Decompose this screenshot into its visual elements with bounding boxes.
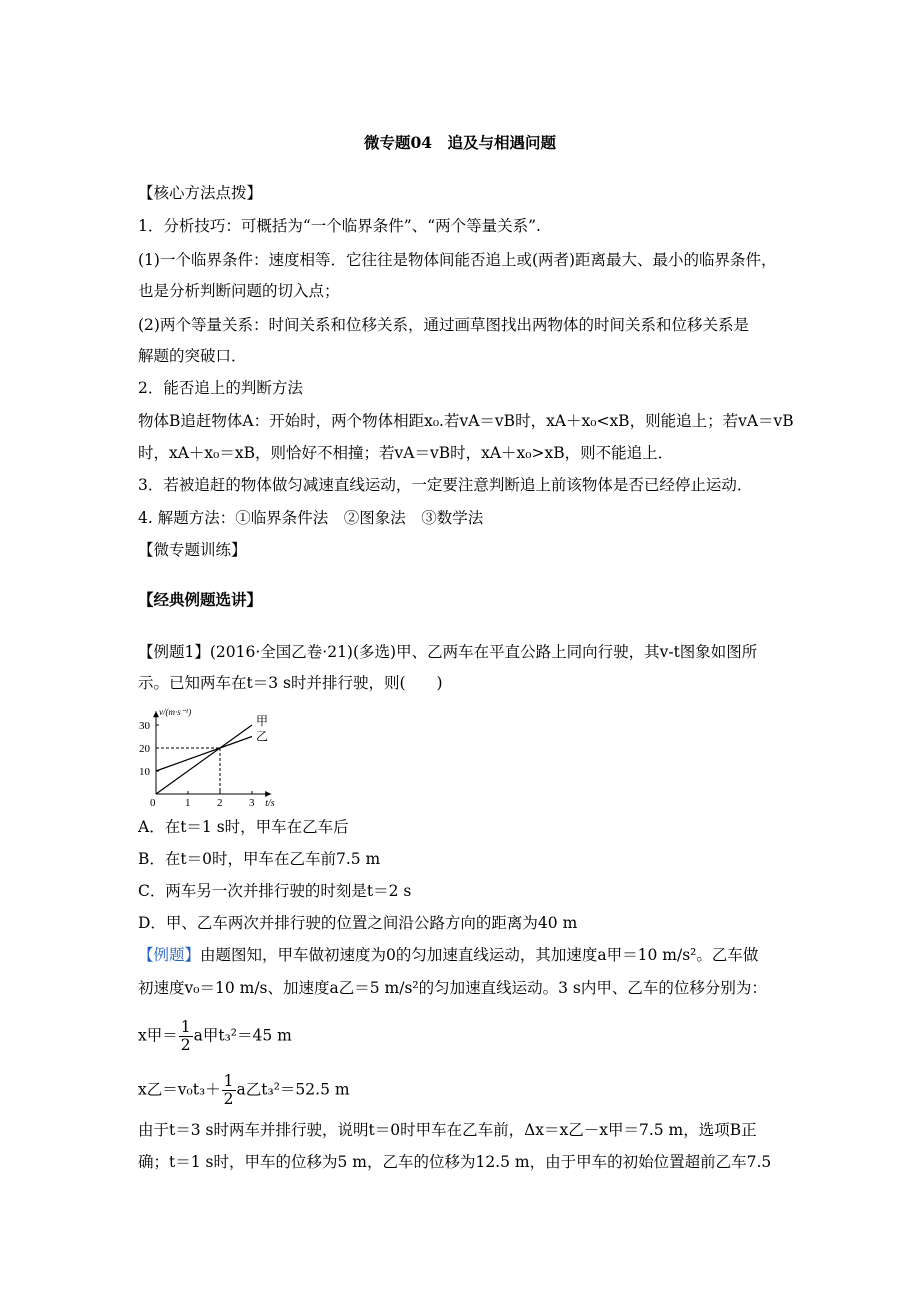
section-heading: 【经典例题选讲】: [138, 590, 263, 609]
y-tick-label: 30: [139, 720, 150, 732]
y-tick-label: 20: [139, 743, 150, 755]
equation-rhs: a甲t₃²＝45 m: [193, 1026, 292, 1045]
paragraph-line: 解题的突破口．: [138, 347, 247, 365]
answer-line: [138, 945, 758, 965]
question-line: 【例题1】(2016·全国乙卷·21)(多选)甲、乙两车在平直公路上同向行驶，其v-t图象如图所: [138, 643, 758, 661]
x-tick-label: 1: [185, 797, 191, 806]
chart-layer: [139, 707, 275, 806]
paragraph-line: (2)两个等量关系：时间关系和位移关系，通过画草图找出两物体的时间关系和位移关系是: [138, 316, 749, 334]
page-title: 微专题04 追及与相遇问题: [363, 133, 557, 152]
x-tick-label: 2: [217, 797, 223, 806]
fraction-denominator: 2: [180, 1036, 191, 1054]
paragraph-line: 也是分析判断问题的切入点；: [138, 282, 340, 300]
equation-rhs: a乙t₃²＝52.5 m: [236, 1080, 350, 1099]
section-heading: 【核心方法点拨】: [138, 184, 263, 202]
answer-text: 由题图知，甲车做初速度为0的匀加速直线运动，其加速度a甲＝10 m/s²。乙车做: [200, 946, 759, 964]
option-b: B．在t＝0时，甲车在乙车前7.5 m: [138, 850, 381, 868]
series-label-yi: 乙: [256, 729, 269, 744]
vt-chart: [138, 698, 298, 806]
answer-line: 由于t＝3 s时两车并排行驶，说明t＝0时甲车在乙车前，Δx＝x乙－x甲＝7.5 m，选项B正: [138, 1121, 757, 1139]
fraction-numerator: 1: [180, 1018, 191, 1036]
answer-line: 初速度v₀＝10 m/s、加速度a乙＝5 m/s²的匀加速直线运动。3 s内甲、乙车的位移分别为：: [138, 979, 767, 997]
section-heading: 【微专题训练】: [138, 541, 247, 559]
paragraph-line: 1．分析技巧：可概括为“一个临界条件”、“两个等量关系”.: [138, 217, 541, 235]
fraction: [222, 1073, 236, 1108]
equation-lhs: x乙＝v₀t₃＋: [138, 1080, 221, 1099]
y-tick-label: 10: [139, 766, 150, 778]
fraction-denominator: 2: [223, 1090, 234, 1108]
answer-line: 确；t＝1 s时，甲车的位移为5 m，乙车的位移为12.5 m，由于甲车的初始位置超前乙车7.5: [138, 1153, 772, 1171]
paragraph-line: 时，xA＋x₀＝xB，则恰好不相撞；若vA＝vB时，xA＋x₀>xB，则不能追上．: [138, 444, 674, 462]
paragraph-line: 2．能否追上的判断方法: [138, 379, 303, 397]
option-c: C．两车另一次并排行驶的时刻是t＝2 s: [138, 882, 412, 900]
series-line-yi: [156, 737, 252, 772]
paragraph-line: 3．若被追赶的物体做匀减速直线运动，一定要注意判断追上前该物体是否已经停止运动．: [138, 476, 753, 494]
equation-lhs: x甲＝: [138, 1026, 178, 1045]
question-line: 示。已知两车在t＝3 s时并排行驶，则( ): [138, 674, 443, 692]
series-line-jia: [156, 725, 252, 794]
series-label-jia: 甲: [256, 714, 269, 728]
equation-x-yi: [138, 1073, 350, 1108]
paragraph-line: 物体B追赶物体A：开始时，两个物体相距x₀.若vA＝vB时，xA＋x₀<xB，则能追上；若vA＝vB: [138, 412, 794, 430]
x-tick-label: 0: [150, 797, 156, 806]
x-tick-label: 3: [249, 797, 255, 806]
paragraph-line: (1)一个临界条件：速度相等．它往往是物体间能否追上或(两者)距离最大、最小的临界条件，: [138, 251, 777, 269]
equation-x-jia: [138, 1019, 292, 1054]
fraction-numerator: 1: [223, 1072, 234, 1090]
x-axis-label: t/s: [265, 798, 275, 806]
x-axis-arrow: [265, 791, 271, 797]
option-a: A．在t＝1 s时，甲车在乙车后: [138, 818, 349, 836]
y-axis-label: v/(m·s⁻¹): [159, 707, 192, 718]
fraction: [179, 1019, 193, 1054]
paragraph-line: 4. 解题方法：①临界条件法 ②图象法 ③数学法: [138, 509, 484, 527]
answer-label: 【例题】: [138, 946, 201, 964]
option-d: D．甲、乙车两次并排行驶的位置之间沿公路方向的距离为40 m: [138, 914, 578, 932]
